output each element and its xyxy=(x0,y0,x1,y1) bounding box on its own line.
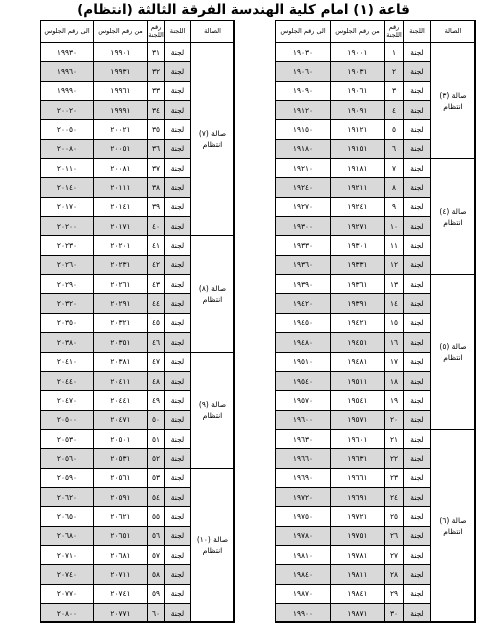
from-seat-cell: ٢٠٤١١ xyxy=(94,371,148,390)
from-seat-cell: ١٩٣٠١ xyxy=(331,236,385,255)
to-seat-cell: ١٩٨١٠ xyxy=(276,545,331,564)
from-seat-cell: ٢٠٣٨١ xyxy=(94,352,148,371)
to-seat-cell: ١٩٧٥٠ xyxy=(276,507,331,526)
committee-number-cell: ٥٢ xyxy=(148,449,165,468)
header-committee: اللجنة xyxy=(165,21,191,43)
from-seat-cell: ١٩١٨١ xyxy=(331,159,385,178)
to-seat-cell: ٢٠٥٣٠ xyxy=(41,429,94,448)
to-seat-cell: ١٩٩٣٠ xyxy=(41,43,94,62)
committee-number-cell: ٤٦ xyxy=(148,333,165,352)
committee-number-cell: ١٩ xyxy=(385,391,404,410)
committee-number-cell: ٤٩ xyxy=(148,391,165,410)
committee-number-cell: ٣ xyxy=(385,81,404,100)
from-seat-cell: ١٩٩٠١ xyxy=(94,43,148,62)
from-seat-cell: ١٩٥٧١ xyxy=(331,410,385,429)
committee-number-cell: ٢٦ xyxy=(385,526,404,545)
committee-label-cell: لجنة xyxy=(165,507,191,526)
from-seat-cell: ١٩٧٥١ xyxy=(331,526,385,545)
committee-label-cell: لجنة xyxy=(404,178,431,197)
to-seat-cell: ١٩٥٤٠ xyxy=(276,371,331,390)
committee-number-cell: ١٣ xyxy=(385,275,404,294)
committee-number-cell: ١٤ xyxy=(385,294,404,313)
committee-number-cell: ٢٥ xyxy=(385,507,404,526)
to-seat-cell: ٢٠٠٨٠ xyxy=(41,139,94,158)
to-seat-cell: ١٩٢٤٠ xyxy=(276,178,331,197)
committee-number-cell: ٢٧ xyxy=(385,545,404,564)
from-seat-cell: ٢٠٦٨١ xyxy=(94,545,148,564)
table-row xyxy=(41,468,235,487)
committee-number-cell: ٣٤ xyxy=(148,101,165,120)
committee-label-cell: لجنة xyxy=(165,217,191,236)
from-seat-cell: ١٩٨١١ xyxy=(331,565,385,584)
committee-label-cell: لجنة xyxy=(404,449,431,468)
to-seat-cell: ٢٠٤١٠ xyxy=(41,352,94,371)
committee-label-cell: لجنة xyxy=(165,275,191,294)
to-seat-cell: ١٩٩٩٠ xyxy=(41,81,94,100)
from-seat-cell: ٢٠٥٩١ xyxy=(94,487,148,506)
to-seat-cell: ١٩٣٦٠ xyxy=(276,255,331,274)
to-seat-cell: ١٩٢٧٠ xyxy=(276,197,331,216)
hall-name-cell: صالة (٤) انتظام xyxy=(431,159,476,275)
committee-number-cell: ٧ xyxy=(385,159,404,178)
to-seat-cell: ٢٠٠٢٠ xyxy=(41,101,94,120)
committee-number-cell: ٤٣ xyxy=(148,275,165,294)
table-row xyxy=(276,159,476,178)
from-seat-cell: ١٩١٢١ xyxy=(331,120,385,139)
committee-label-cell: لجنة xyxy=(165,545,191,564)
committee-number-cell: ١٢ xyxy=(385,255,404,274)
table-row xyxy=(41,352,235,371)
committee-label-cell: لجنة xyxy=(165,468,191,487)
committee-number-cell: ٥٧ xyxy=(148,545,165,564)
committee-number-cell: ١٨ xyxy=(385,371,404,390)
committee-label-cell: لجنة xyxy=(165,81,191,100)
to-seat-cell: ١٩٣٩٠ xyxy=(276,275,331,294)
committee-label-cell: لجنة xyxy=(404,429,431,448)
committee-number-cell: ٤٢ xyxy=(148,255,165,274)
to-seat-cell: ٢٠٥٩٠ xyxy=(41,468,94,487)
header-hall: الصالة xyxy=(431,21,476,43)
hall-name-cell: صالة (٨) انتظام xyxy=(191,236,235,352)
committee-label-cell: لجنة xyxy=(404,62,431,81)
to-seat-cell: ١٩٤٨٠ xyxy=(276,333,331,352)
to-seat-cell: ١٩٥٧٠ xyxy=(276,391,331,410)
from-seat-cell: ١٩٤٥١ xyxy=(331,333,385,352)
from-seat-cell: ١٩٥١١ xyxy=(331,371,385,390)
from-seat-cell: ١٩٤٢١ xyxy=(331,313,385,332)
committee-number-cell: ٢١ xyxy=(385,429,404,448)
committee-label-cell: لجنة xyxy=(404,101,431,120)
header-committee: اللجنة xyxy=(404,21,431,43)
to-seat-cell: ٢٠٧٧٠ xyxy=(41,584,94,603)
to-seat-cell: ١٩٤٢٠ xyxy=(276,294,331,313)
table-row xyxy=(41,236,235,255)
to-seat-cell: ١٩٠٩٠ xyxy=(276,81,331,100)
committee-label-cell: لجنة xyxy=(404,507,431,526)
committee-label-cell: لجنة xyxy=(165,101,191,120)
committee-number-cell: ٢٠ xyxy=(385,410,404,429)
from-seat-cell: ٢٠٥٦١ xyxy=(94,468,148,487)
committee-label-cell: لجنة xyxy=(404,313,431,332)
committee-label-cell: لجنة xyxy=(165,487,191,506)
hall-name-cell: صالة (٧) انتظام xyxy=(191,43,235,236)
committee-label-cell: لجنة xyxy=(165,449,191,468)
committee-number-cell: ٢٩ xyxy=(385,584,404,603)
committee-label-cell: لجنة xyxy=(165,603,191,622)
from-seat-cell: ٢٠٠٨١ xyxy=(94,159,148,178)
committee-label-cell: لجنة xyxy=(165,43,191,62)
from-seat-cell: ١٩٦٩١ xyxy=(331,487,385,506)
to-seat-cell: ٢٠٢٦٠ xyxy=(41,255,94,274)
committee-number-cell: ٣٥ xyxy=(148,120,165,139)
committee-label-cell: لجنة xyxy=(404,139,431,158)
committee-label-cell: لجنة xyxy=(404,236,431,255)
to-seat-cell: ١٩٣٣٠ xyxy=(276,236,331,255)
to-seat-cell: ١٩٩٠٠ xyxy=(276,603,331,622)
page-title: قاعة (١) امام كلية الهندسة الفرقة الثالثة (انتظام) xyxy=(77,2,410,18)
from-seat-cell: ١٩٠٦١ xyxy=(331,81,385,100)
committee-label-cell: لجنة xyxy=(404,333,431,352)
to-seat-cell: ٢٠٥٠٠ xyxy=(41,410,94,429)
from-seat-cell: ١٩٢١١ xyxy=(331,178,385,197)
committee-number-cell: ٣٧ xyxy=(148,159,165,178)
to-seat-cell: ١٩٣٠٠ xyxy=(276,217,331,236)
to-seat-cell: ٢٠١٧٠ xyxy=(41,197,94,216)
from-seat-cell: ١٩٠٩١ xyxy=(331,101,385,120)
committee-number-cell: ٣٢ xyxy=(148,62,165,81)
committee-number-cell: ٥٠ xyxy=(148,410,165,429)
committee-number-cell: ٥١ xyxy=(148,429,165,448)
from-seat-cell: ٢٠٣٥١ xyxy=(94,333,148,352)
to-seat-cell: ١٩٠٦٠ xyxy=(276,62,331,81)
from-seat-cell: ١٩٢٤١ xyxy=(331,197,385,216)
committee-number-cell: ٨ xyxy=(385,178,404,197)
committee-label-cell: لجنة xyxy=(165,584,191,603)
to-seat-cell: ١٩٩٦٠ xyxy=(41,62,94,81)
committee-label-cell: لجنة xyxy=(165,294,191,313)
committee-label-cell: لجنة xyxy=(404,468,431,487)
hall-name-cell: صالة (٣) انتظام xyxy=(431,43,476,159)
from-seat-cell: ١٩٩٦١ xyxy=(94,81,148,100)
to-seat-cell: ٢٠٦٨٠ xyxy=(41,526,94,545)
committee-label-cell: لجنة xyxy=(404,371,431,390)
committee-label-cell: لجنة xyxy=(165,313,191,332)
committee-number-cell: ٣٨ xyxy=(148,178,165,197)
committee-number-cell: ٤٤ xyxy=(148,294,165,313)
committee-number-cell: ١٧ xyxy=(385,352,404,371)
committee-number-cell: ٤٨ xyxy=(148,371,165,390)
from-seat-cell: ٢٠٢٩١ xyxy=(94,294,148,313)
to-seat-cell: ١٩٦٠٠ xyxy=(276,410,331,429)
committee-label-cell: لجنة xyxy=(404,255,431,274)
table-row xyxy=(276,429,476,448)
committee-number-cell: ١ xyxy=(385,43,404,62)
to-seat-cell: ١٩٨٧٠ xyxy=(276,584,331,603)
to-seat-cell: ٢٠٥٦٠ xyxy=(41,449,94,468)
committee-label-cell: لجنة xyxy=(404,352,431,371)
from-seat-cell: ٢٠١٤١ xyxy=(94,197,148,216)
from-seat-cell: ١٩٧٨١ xyxy=(331,545,385,564)
committee-label-cell: لجنة xyxy=(404,81,431,100)
from-seat-cell: ١٩٨٤١ xyxy=(331,584,385,603)
committee-number-cell: ٣٩ xyxy=(148,197,165,216)
from-seat-cell: ٢٠٦٥١ xyxy=(94,526,148,545)
to-seat-cell: ١٩٠٣٠ xyxy=(276,43,331,62)
committee-number-cell: ١٠ xyxy=(385,217,404,236)
committee-number-cell: ٣٦ xyxy=(148,139,165,158)
from-seat-cell: ٢٠٤٧١ xyxy=(94,410,148,429)
committee-label-cell: لجنة xyxy=(165,139,191,158)
committee-label-cell: لجنة xyxy=(165,391,191,410)
committee-number-cell: ٣٠ xyxy=(385,603,404,622)
committee-label-cell: لجنة xyxy=(404,410,431,429)
committee-label-cell: لجنة xyxy=(404,565,431,584)
committee-number-cell: ٤٧ xyxy=(148,352,165,371)
from-seat-cell: ١٩٠٠١ xyxy=(331,43,385,62)
from-seat-cell: ٢٠٥٣١ xyxy=(94,449,148,468)
committee-number-cell: ٢٣ xyxy=(385,468,404,487)
to-seat-cell: ١٩١٥٠ xyxy=(276,120,331,139)
committee-number-cell: ١٦ xyxy=(385,333,404,352)
committee-number-cell: ٥٤ xyxy=(148,487,165,506)
to-seat-cell: ١٩٤٥٠ xyxy=(276,313,331,332)
committee-number-cell: ٣١ xyxy=(148,43,165,62)
committee-number-cell: ٤١ xyxy=(148,236,165,255)
to-seat-cell: ٢٠٤٧٠ xyxy=(41,391,94,410)
to-seat-cell: ٢٠٨٠٠ xyxy=(41,603,94,622)
committee-label-cell: لجنة xyxy=(165,429,191,448)
committee-number-cell: ٩ xyxy=(385,197,404,216)
header-to-seat: الى رقم الجلوس xyxy=(276,21,331,43)
committee-label-cell: لجنة xyxy=(404,43,431,62)
to-seat-cell: ١٩١٨٠ xyxy=(276,139,331,158)
from-seat-cell: ١٩٠٣١ xyxy=(331,62,385,81)
committee-number-cell: ٥٦ xyxy=(148,526,165,545)
to-seat-cell: ٢٠٣٨٠ xyxy=(41,333,94,352)
from-seat-cell: ١٩٥٤١ xyxy=(331,391,385,410)
committee-number-cell: ٥٨ xyxy=(148,565,165,584)
from-seat-cell: ١٩٩٣١ xyxy=(94,62,148,81)
committee-number-cell: ٥ xyxy=(385,120,404,139)
from-seat-cell: ٢٠٧٧١ xyxy=(94,603,148,622)
from-seat-cell: ٢٠٠٢١ xyxy=(94,120,148,139)
from-seat-cell: ١٩٦٠١ xyxy=(331,429,385,448)
committee-label-cell: لجنة xyxy=(404,197,431,216)
committee-label-cell: لجنة xyxy=(404,391,431,410)
from-seat-cell: ١٩٦٣١ xyxy=(331,449,385,468)
table-body-right xyxy=(276,43,476,623)
to-seat-cell: ١٩٥١٠ xyxy=(276,352,331,371)
committee-number-cell: ٥٩ xyxy=(148,584,165,603)
committee-label-cell: لجنة xyxy=(165,159,191,178)
committee-number-cell: ٥٣ xyxy=(148,468,165,487)
table-row xyxy=(276,43,476,62)
header-hall: الصالة xyxy=(191,21,235,43)
from-seat-cell: ٢٠٢٦١ xyxy=(94,275,148,294)
from-seat-cell: ٢٠٧١١ xyxy=(94,565,148,584)
committee-label-cell: لجنة xyxy=(404,275,431,294)
table-header-row xyxy=(276,21,476,43)
from-seat-cell: ١٩٣٩١ xyxy=(331,294,385,313)
committee-number-cell: ٤٥ xyxy=(148,313,165,332)
committee-label-cell: لجنة xyxy=(404,603,431,622)
from-seat-cell: ٢٠٢٣١ xyxy=(94,255,148,274)
to-seat-cell: ١٩٨٤٠ xyxy=(276,565,331,584)
committee-label-cell: لجنة xyxy=(165,371,191,390)
committee-label-cell: لجنة xyxy=(404,159,431,178)
header-committee-number: رقم اللجنة xyxy=(148,21,165,43)
to-seat-cell: ٢٠٦٥٠ xyxy=(41,507,94,526)
committee-number-cell: ٤ xyxy=(385,101,404,120)
from-seat-cell: ١٩٢٧١ xyxy=(331,217,385,236)
from-seat-cell: ١٩٦٦١ xyxy=(331,468,385,487)
header-from-seat: من رقم الجلوس xyxy=(94,21,148,43)
header-committee-number: رقم اللجنة xyxy=(385,21,404,43)
committee-number-cell: ٦ xyxy=(385,139,404,158)
to-seat-cell: ٢٠٢٠٠ xyxy=(41,217,94,236)
hall-name-cell: صالة (١٠) انتظام xyxy=(191,468,235,623)
from-seat-cell: ٢٠٧٤١ xyxy=(94,584,148,603)
committee-number-cell: ٢٢ xyxy=(385,449,404,468)
committee-number-cell: ٥٥ xyxy=(148,507,165,526)
committee-label-cell: لجنة xyxy=(165,120,191,139)
to-seat-cell: ٢٠٣٢٠ xyxy=(41,294,94,313)
committee-label-cell: لجنة xyxy=(404,120,431,139)
table-header-row xyxy=(41,21,235,43)
committee-label-cell: لجنة xyxy=(404,584,431,603)
hall-name-cell: صالة (٦) انتظام xyxy=(431,429,476,622)
from-seat-cell: ٢٠٥٠١ xyxy=(94,429,148,448)
committee-label-cell: لجنة xyxy=(165,236,191,255)
from-seat-cell: ١٩٧٢١ xyxy=(331,507,385,526)
from-seat-cell: ٢٠٦٢١ xyxy=(94,507,148,526)
committee-label-cell: لجنة xyxy=(165,333,191,352)
committee-number-cell: ٢ xyxy=(385,62,404,81)
committee-label-cell: لجنة xyxy=(404,526,431,545)
hall-name-cell: صالة (٩) انتظام xyxy=(191,352,235,468)
table-body-left xyxy=(41,43,235,623)
to-seat-cell: ٢٠٦٢٠ xyxy=(41,487,94,506)
committee-label-cell: لجنة xyxy=(404,487,431,506)
to-seat-cell: ٢٠٢٣٠ xyxy=(41,236,94,255)
committee-label-cell: لجنة xyxy=(165,565,191,584)
table-row xyxy=(276,275,476,294)
to-seat-cell: ٢٠٢٩٠ xyxy=(41,275,94,294)
to-seat-cell: ١٩٦٣٠ xyxy=(276,429,331,448)
to-seat-cell: ٢٠٧٤٠ xyxy=(41,565,94,584)
committee-number-cell: ٦٠ xyxy=(148,603,165,622)
committee-label-cell: لجنة xyxy=(165,197,191,216)
to-seat-cell: ١٩٦٦٠ xyxy=(276,449,331,468)
to-seat-cell: ٢٠٤٤٠ xyxy=(41,371,94,390)
to-seat-cell: ١٩٦٩٠ xyxy=(276,468,331,487)
to-seat-cell: ٢٠١١٠ xyxy=(41,159,94,178)
committee-label-cell: لجنة xyxy=(404,217,431,236)
committee-number-cell: ٢٨ xyxy=(385,565,404,584)
committee-label-cell: لجنة xyxy=(165,62,191,81)
to-seat-cell: ٢٠١٤٠ xyxy=(41,178,94,197)
committee-label-cell: لجنة xyxy=(165,526,191,545)
from-seat-cell: ٢٠١٧١ xyxy=(94,217,148,236)
to-seat-cell: ٢٠٠٥٠ xyxy=(41,120,94,139)
to-seat-cell: ٢٠٧١٠ xyxy=(41,545,94,564)
hall-name-cell: صالة (٥) انتظام xyxy=(431,275,476,430)
from-seat-cell: ٢٠٢٠١ xyxy=(94,236,148,255)
committee-label-cell: لجنة xyxy=(165,255,191,274)
from-seat-cell: ١٩٤٨١ xyxy=(331,352,385,371)
committee-number-cell: ٣٣ xyxy=(148,81,165,100)
committee-label-cell: لجنة xyxy=(165,410,191,429)
committee-label-cell: لجنة xyxy=(404,294,431,313)
to-seat-cell: ١٩٧٨٠ xyxy=(276,526,331,545)
from-seat-cell: ١٩٨٧١ xyxy=(331,603,385,622)
header-to-seat: الى رقم الجلوس xyxy=(41,21,94,43)
table-row xyxy=(41,43,235,62)
committee-label-cell: لجنة xyxy=(165,178,191,197)
seating-table-right xyxy=(275,20,476,623)
to-seat-cell: ٢٠٣٥٠ xyxy=(41,313,94,332)
to-seat-cell: ١٩١٢٠ xyxy=(276,101,331,120)
from-seat-cell: ١٩٩٩١ xyxy=(94,101,148,120)
from-seat-cell: ١٩٣٦١ xyxy=(331,275,385,294)
committee-number-cell: ١١ xyxy=(385,236,404,255)
from-seat-cell: ٢٠٤٤١ xyxy=(94,391,148,410)
committee-label-cell: لجنة xyxy=(404,545,431,564)
from-seat-cell: ٢٠١١١ xyxy=(94,178,148,197)
from-seat-cell: ٢٠٣٢١ xyxy=(94,313,148,332)
committee-label-cell: لجنة xyxy=(165,352,191,371)
to-seat-cell: ١٩٢١٠ xyxy=(276,159,331,178)
from-seat-cell: ٢٠٠٥١ xyxy=(94,139,148,158)
to-seat-cell: ١٩٧٢٠ xyxy=(276,487,331,506)
header-from-seat: من رقم الجلوس xyxy=(331,21,385,43)
committee-number-cell: ١٥ xyxy=(385,313,404,332)
from-seat-cell: ١٩١٥١ xyxy=(331,139,385,158)
committee-number-cell: ٢٤ xyxy=(385,487,404,506)
seating-table-left xyxy=(40,20,235,623)
from-seat-cell: ١٩٣٣١ xyxy=(331,255,385,274)
committee-number-cell: ٤٠ xyxy=(148,217,165,236)
